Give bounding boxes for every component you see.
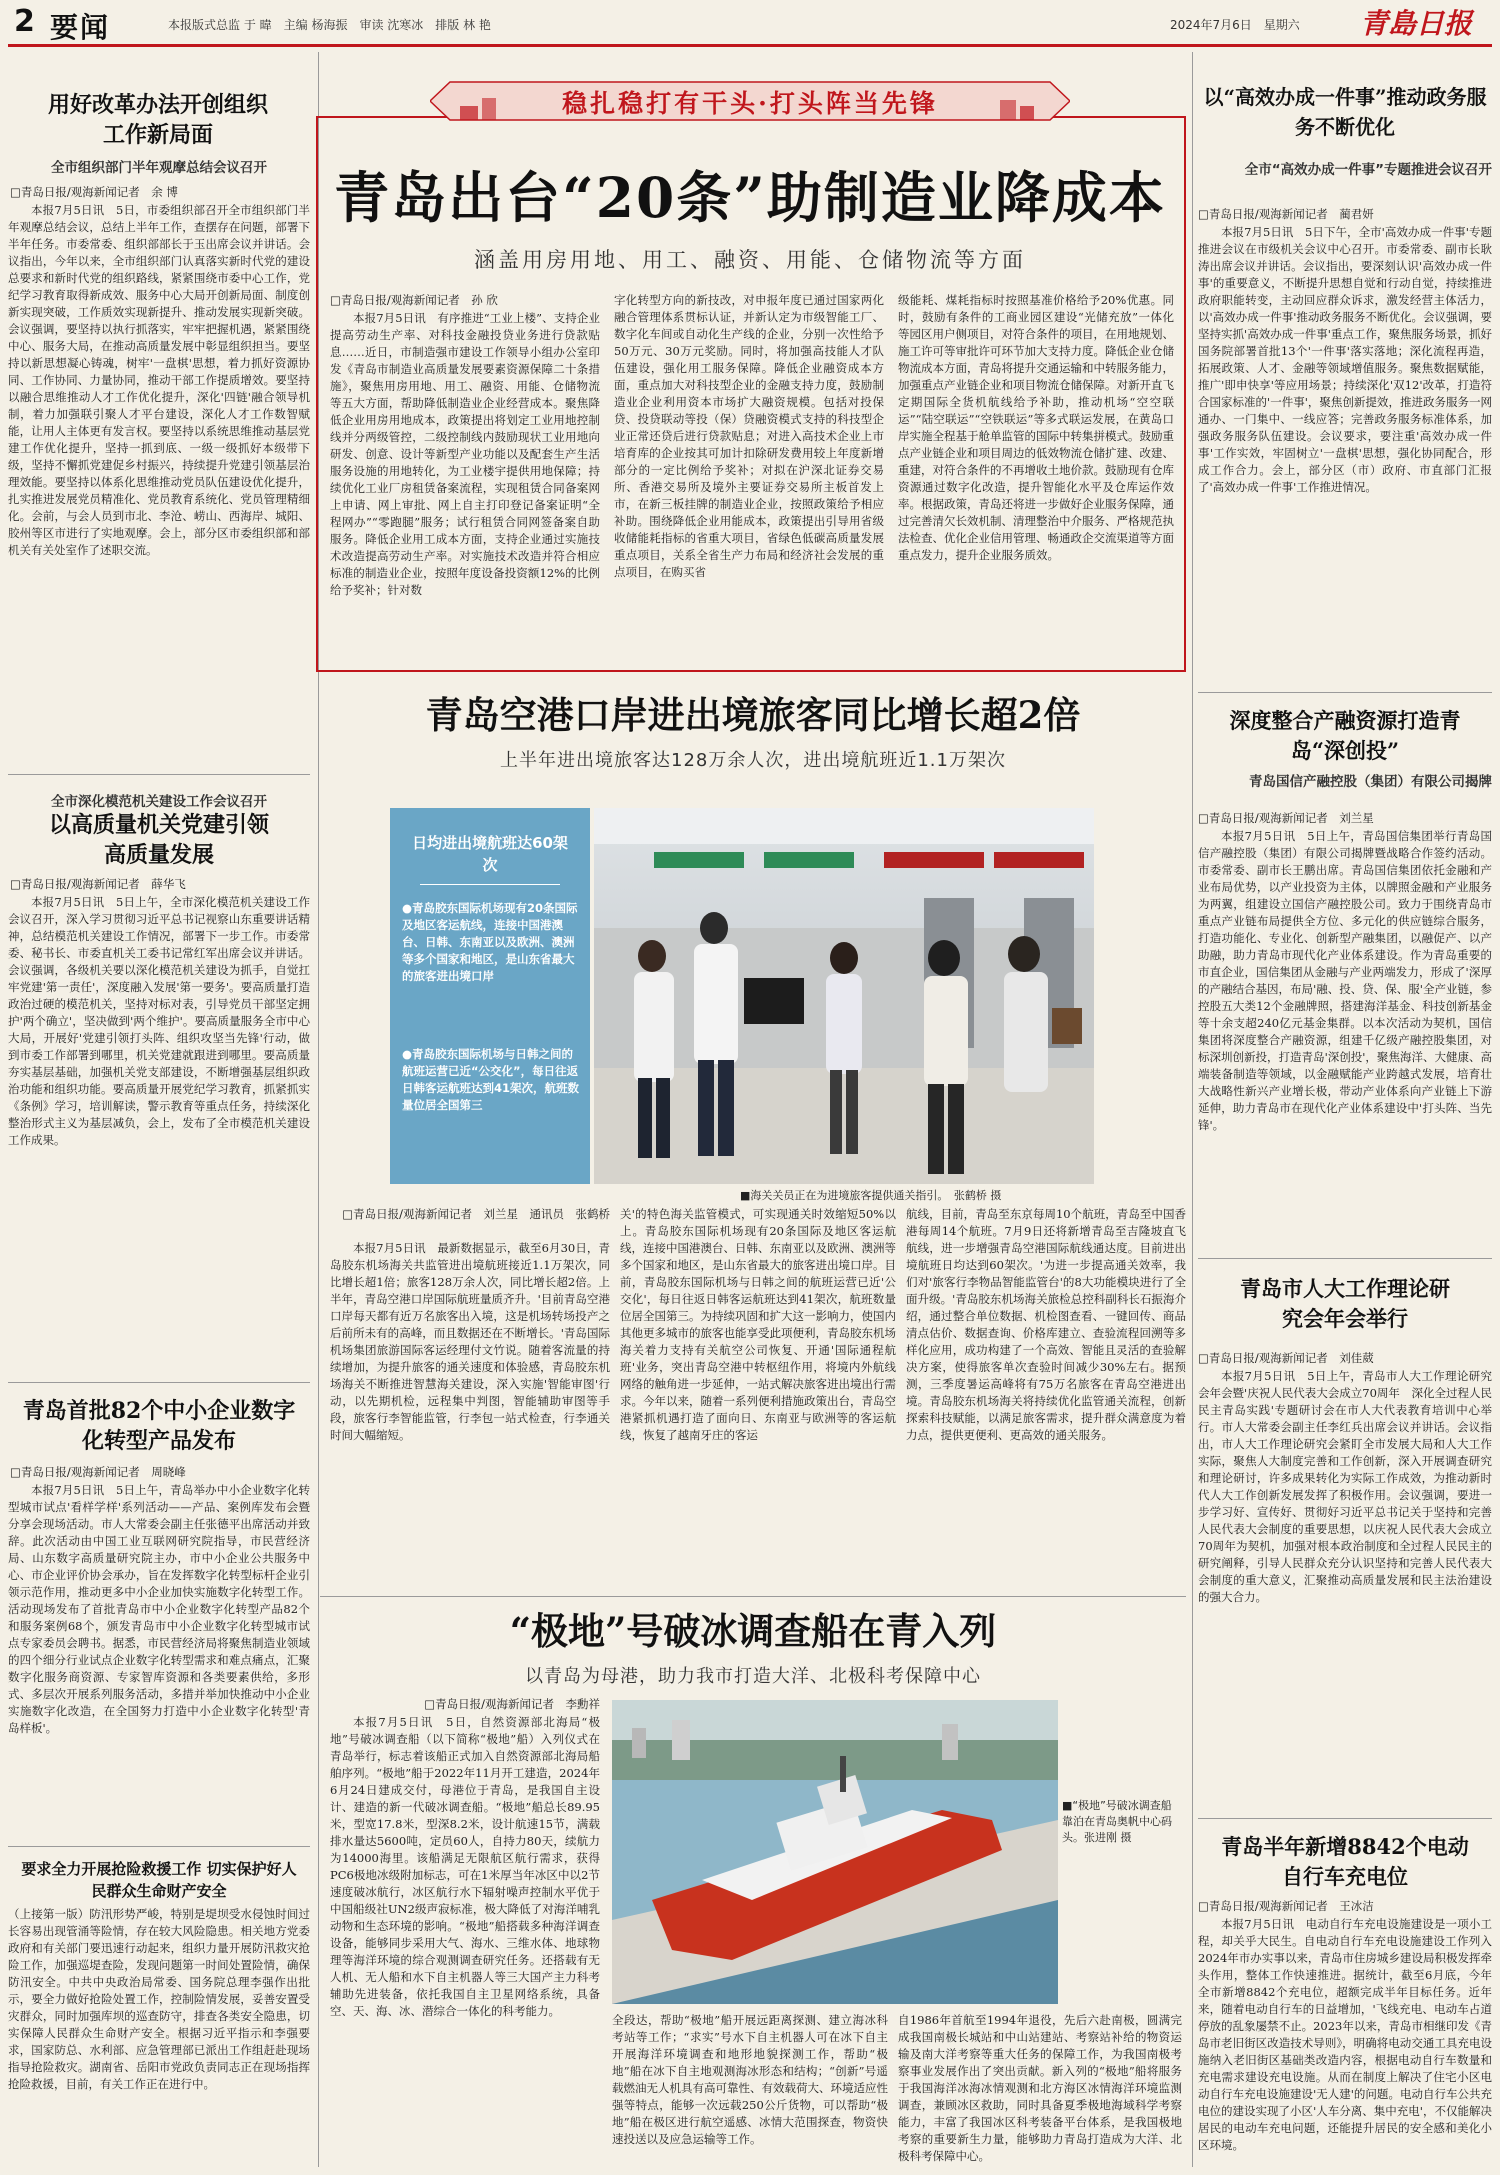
divider [1198, 1818, 1492, 1819]
left-story2-title: 以高质量机关党建引领高质量发展 [48, 812, 269, 868]
right-story2-byline: □青岛日报/观海新闻记者 刘兰星 [1198, 811, 1374, 825]
airport-photo [594, 808, 1094, 1184]
airport-sidebar [390, 808, 590, 1184]
divider [8, 1382, 310, 1383]
left-story3-byline: □青岛日报/观海新闻记者 周晓峰 [10, 1465, 186, 1479]
newspaper-logo: 青島日报 [1360, 7, 1473, 40]
airport-col1: 本报7月5日讯 最新数据显示，截至6月30日，青岛胶东机场海关共监管进出境航班接近1.1万架次，同比增长超1倍；旅客128万余人次，同比增长超2倍。上半年，青岛空港口岸国际航班量质齐升。'目前青岛空港口岸每天都有近万名旅客出入境，这是机场转场投产之后前所未有的高峰，而且数据还在不断增长。'青岛国际机场集团旅游国际客运经理付文竹说。随着客流量的持续增加，为提升旅客的通关速度和体验感，青岛胶东机场海关不断推进智慧海关建设，深入实施'智能审图'行动，以先期机检，远程集中判图，智能辅助审图等手段，旅客行李智能监管，行李包一站式检查，行李通关时间大幅缩短。 [330, 1241, 610, 1442]
ship-col1: 本报7月5日讯 5日，自然资源部北海局“极地”号破冰调查船（以下简称“极地”船）入列仪式在青岛举行，标志着该船正式加入自然资源部北海局船舶序列。“极地”船于2022年11月开工建造，2024年6月24日建成交付，母港位于青岛，是我国自主设计、建造的新一代破冰调查船。“极地”船总长89.95米，型宽17.8米，型深8.2米，设计航速15节，满载排水量达5600吨，定员60人，自持力80天，续航力为14000海里。该船满足无限航区航行需求，获得PC6极地冰级附加标志，可在1米厚当年冰区中以2节速度破冰航行，冰区航行水下辐射噪声控制水平优于中国船级社UN2级声寂标准，极大降低了对海洋哺乳动物和生态环境的影响。“极地”船搭载多种海洋调查设备，能够同步采用大气、海水、三维水体、地球物理等海洋环境的综合观测调查研究任务。还搭载有无人机、无人船和水下自主机器人等三大国产主力科考辅助先进装备，依托我国自主卫星网络系统，具备空、天、海、冰、潜综合一体化的科考能力。 [330, 1715, 600, 2018]
banner-text: 稳扎稳打有干头·打头阵当先锋 [562, 89, 938, 118]
right-story2-body: 本报7月5日讯 5日上午，青岛国信集团举行青岛国信产融控股（集团）有限公司揭牌暨战略合作签约活动。市委常委、副市长王鹏出席。青岛国信集团依托金融和产业布局优势，以产业投资为主体，以牌照金融和产业服务为两翼，组建设立国信产融控股公司。致力于围绕青岛市重点产业链布局提供全方位、多元化的供应链综合服务，打造功能化、专业化、创新型产融集团，以融促产、以产助融，助力青岛市现代化产业体系建设。作为青岛重要的市直企业，国信集团从金融与产业两端发力，形成了'深厚的产融结合基因，布局'融、投、贷、保、服'全产业链，参控股五大类12个金融牌照，搭建海洋基金、科技创新基金等十余支超240亿元基金集群。以本次活动为契机，国信集团将深度整合产融资源，组建千亿级产融控股集团，对标深圳创新投，打造青岛'深创投'，聚焦海洋、大健康、高端装备制造等领域，以金融赋能产业跨越式发展，培育壮大战略性新兴产业增长极，带动产业体系向产业链上下游延伸，助力青岛市在现代化产业体系建设中'打头阵、当先锋'。 [1198, 829, 1492, 1132]
lead-title: 青岛出台“20条”助制造业降成本 [334, 165, 1166, 230]
lead-byline: □青岛日报/观海新闻记者 孙 欣 [330, 293, 498, 307]
left-story2-byline: □青岛日报/观海新闻记者 薛华飞 [10, 877, 186, 891]
right-story3-byline: □青岛日报/观海新闻记者 刘佳葳 [1198, 1351, 1374, 1365]
divider [320, 1596, 1186, 1597]
ship-title: “极地”号破冰调查船在青入列 [509, 1609, 997, 1653]
left-story3-title: 青岛首批82个中小企业数字化转型产品发布 [22, 1398, 296, 1454]
sidebar-bullet-2: ●青岛胶东国际机场与日韩之间的航班运营已近“公交化”，每日往返日韩客运航班达到41架次，航班数量位居全国第三 [402, 1047, 580, 1112]
right-story4-byline: □青岛日报/观海新闻记者 王冰洁 [1198, 1899, 1374, 1913]
left-column [8, 52, 310, 2167]
right-story1-title: 以“高效办成一件事”推动政务服务不断优化 [1203, 85, 1487, 139]
sidebar-heading: 日均进出境航班达60架次 [412, 834, 568, 874]
right-story2-title: 深度整合产融资源打造青岛“深创投” [1229, 708, 1461, 763]
issue-date: 2024年7月6日 星期六 [1170, 18, 1300, 32]
airport-subtitle: 上半年进出境旅客达128万余人次，进出境航班近1.1万架次 [500, 750, 1006, 771]
customs-hall-illustration [594, 808, 1094, 1184]
right-story3-title: 青岛市人大工作理论研究会年会举行 [1240, 1276, 1450, 1331]
left-story4-title: 要求全力开展抢险救援工作 切实保护好人民群众生命财产安全 [21, 1860, 297, 1900]
right-story4-body: 本报7月5日讯 电动自行车充电设施建设是一项小工程，却关乎大民生。自电动自行车充电设施建设工作列入2024年市办实事以来，青岛市住房城乡建设局积极发挥牵头作用，整体工作快速推进。据统计，截至6月底，今年全市新增8842个充电位，超额完成半年目标任务。近年来，随着电动自行车的日益增加，'飞线充电、电动车占道停放的乱象屡禁不止。2023年以来，青岛市相继印发《青岛市老旧街区改造技术导则》，明确将电动交通工具充电设施纳入老旧街区基础类改造内容，根据电动自行车数量和充电需求建设充电设施。从而在制度上解决了住宅小区电动自行车充电设施建设'无人建'的问题。电动自行车公共充电位的建设实现了小区'人车分离、集中充电'，不仅能解决居民的电动车充电问题，还能提升居民的安全感和美化小区环境。 [1198, 1917, 1492, 2152]
airport-col3: 航线，目前，青岛至东京每周10个航班，青岛至中国香港每周14个航班。7月9日还将新增青岛至吉隆坡直飞航线，进一步增强青岛空港国际航线通达度。目前进出境航班日均达到60架次。'为进一步提高通关效率，我们对'旅客行李物品智能监管台'的8大功能模块进行了全面升级。'青岛胶东机场海关旅检总控科副科长石振海介绍，通过整合单位数据、机检图查看、一键回传、商品清点估价、数据查询、价格库建立、查验流程回溯等多样化应用，成功构建了一个高效、智能且灵活的查验解决方案，使得旅客单次查验时间减少30%左右。据预测，三季度暑运高峰将有75万名旅客在青岛空港进出境。青岛胶东机场海关将持续优化监管通关流程，创新探索科技赋能，以满足旅客需求，提升群众满意度为着力点，提供更便利、更高效的通关服务。 [906, 1207, 1186, 1442]
left-story1-body: 本报7月5日讯 5日，市委组织部召开全市组织部门半年观摩总结会议，总结上半年工作，查摆存在问题，部署下半年任务。市委常委、组织部部长于玉出席会议并讲话。会议指出，今年以来，全市组织部门认真落实新时代党的建设总要求和新时代党的组织路线，紧紧围绕市委中心工作，党纪学习教育取得新成效、服务中心大局开创新局面、制度创新实现突破，工作质效实现新提升、推动发展实现新突破。会议强调，要坚持以执行抓落实，牢牢把握机遇，紧紧围绕中心、服务大局，在推动高质量发展中彰显组织担当。要坚持以新思想凝心铸魂，树牢'一盘棋'思想，着力抓好资源协同、工作协同、力量协同，推动干部工作提质增效。要坚持以融合思维推动人才工作优化提升，深化'四链'融合领导机制，着力加强联引聚人才平台建设，深化人才工作数智赋能，让用人主体更有发言权。要坚持以系统思维推动基层党建工作优化提升，坚持一抓到底、一级一级抓好本级带下级，坚持不懈抓党建促乡村振兴，持续提升党建引领基层治理效能。要坚持以体系化思维推动党员队伍建设优化提升，扎实推进发展党员精准化、党员教育系统化、党员管理精细化。会前，与会人员到市北、李沧、崂山、西海岸、城阳、胶州等区市进行了实地观摩。会上，部分区市委组织部和部机关有关处室作了述职交流。 [8, 203, 310, 557]
ship-col2: 全段达，帮助“极地”船开展远距离探测、建立海冰科考站等工作；“求实”号水下自主机器人可在冰下自主开展海洋环境调查和地形地貌探测工作，帮助“极地”船在冰下自主地观测海冰形态和结构；“创新”号遥载燃油无人机具有高可靠性、有效载荷大、环境适应性强等特点，能够一次远载250公斤货物，可以帮助“极地”船在极区进行航空遥感、冰情大范围探查，物资快速投送以及应急运输等工作。 [612, 2013, 888, 2146]
sidebar-bullet-1: ●青岛胶东国际机场现有20条国际及地区客运航线，连接中国港澳台、日韩、东南亚以及欧洲、澳洲等多个国家和地区，是山东省最大的旅客进出境口岸 [402, 901, 578, 983]
masthead [0, 0, 1500, 44]
left-story2-body: 本报7月5日讯 5日上午，全市深化模范机关建设工作会议召开，深入学习贯彻习近平总书记视察山东重要讲话精神，总结模范机关建设工作情况，部署下一步工作。市委常委、秘书长、市委直机关工委书记常红军出席会议并讲话。会议强调，各级机关要以深化模范机关建设为抓手，自觉扛牢党建'第一责任'，深度融入发展'第一要务'。要高质量打造政治过硬的模范机关，坚持对标对表，引导党员干部坚定拥护'两个确立'，坚决做到'两个维护'。要高质量服务全市中心大局，开展好'党建引领打头阵、组织攻坚当先锋'行动，做到市委工作部署到哪里，机关党建就跟进到哪里。要高质量夯实基层基础，加强机关党支部建设，不断增强基层组织政治功能和组织功能。要高质量开展党纪学习教育，抓紧抓实《条例》学习，培训解读，警示教育等重点任务，持续深化整治形式主义为基层减负，会上，发布了全市模范机关建设工作成果。 [8, 895, 310, 1147]
left-story3-body: 本报7月5日讯 5日上午，青岛举办中小企业数字化转型城市试点'看样学样'系列活动——产品、案例库发布会暨分享会现场活动。市人大常委会副主任张德平出席活动并致辞。此次活动由中国工业互联网研究院指导，市民营经济局、山东数字高质量研究院主办，市中小企业公共服务中心、市企业评价协会承办，旨在发挥数字化转型标杆企业引领示范作用，推动更多中小企业加快实施数字化转型工作。活动现场发布了首批青岛市中小企业数字化转型产品82个和服务案例68个，颁发青岛市中小企业数字化转型城市试点专家委员会聘书。据悉，市民营经济局将聚焦制造业领域的四个细分行业试点企业数字化转型需求和难点痛点，汇聚数字化服务商资源、专家智库资源和各类要素供给，多形式、多层次开展系列服务活动，多措并举加快推动中小企业实施数字化改造，在全国努力打造中小企业数字化转型'青岛样板'。 [8, 1483, 310, 1735]
left-story2-subtitle: 全市深化模范机关建设工作会议召开 [51, 794, 267, 810]
ship-subtitle: 以青岛为母港，助力我市打造大洋、北极科考保障中心 [525, 1666, 981, 1687]
ship-photo-caption: ■“极地”号破冰调查船靠泊在青岛奥帆中心码头。张进刚 摄 [1062, 1799, 1172, 1844]
divider [1198, 692, 1492, 693]
editorial-staff: 本报版式总监 于 暐 主编 杨海振 审读 沈寒冰 排版 林 艳 [168, 18, 491, 32]
divider [1198, 1258, 1492, 1259]
lead-subtitle: 涵盖用房用地、用工、融资、用能、仓储物流等方面 [474, 248, 1026, 272]
icebreaker-illustration [612, 1700, 1058, 2004]
right-story4-title: 青岛半年新增8842个电动自行车充电位 [1221, 1834, 1469, 1889]
airport-photo-caption: ■海关关员正在为进境旅客提供通关指引。 张鹤桥 摄 [740, 1189, 1002, 1202]
left-story1-byline: □青岛日报/观海新闻记者 余 博 [10, 185, 178, 199]
divider [8, 774, 310, 775]
ship-col3: 自1986年首航至1994年退役，先后六赴南极，圆满完成我国南极长城站和中山站建站、考察站补给的物资运输及南大洋考察等重大任务的保障工作，为我国南极考察事业发展作出了突出贡献。新入列的“极地”船将服务于我国海洋冰海冰情观测和北方海区冰情海洋环境监测调查，兼顾冰区救助，同时具备夏季极地海域科学考察能力，丰富了我国冰区科考装备平台体系，是我国极地考察的重要新生力量，能够助力青岛打造成为大洋、北极科考保障中心。 [898, 2013, 1182, 2163]
airport-byline: □青岛日报/观海新闻记者 刘兰星 通讯员 张鹤桥 [342, 1207, 610, 1221]
right-story2-subtitle: 青岛国信产融控股（集团）有限公司揭牌 [1249, 774, 1492, 790]
column-rule [1192, 52, 1193, 2167]
airport-title: 青岛空港口岸进出境旅客同比增长超2倍 [425, 693, 1081, 737]
sidebar-divider [420, 884, 560, 885]
left-story1-subtitle: 全市组织部门半年观摩总结会议召开 [51, 160, 267, 176]
lead-col1: 本报7月5日讯 有序推进“工业上楼”、支持企业提高劳动生产率、对科技金融投贷业务进行贷款贴息……近日，市制造强市建设工作领导小组办公室印发《青岛市制造业高质量发展要素资源保障二十条措施》，聚焦用房用地、用工、融资、用能、仓储物流等五大方面，帮助降低制造业企业经营成本。聚焦降低企业用房用地成本，政策提出将划定工业用地控制线并分两级管控，二级控制线内鼓励现状工业用地向研发、创意、设计等新型产业功能以及配套生产生活服务设施的用地转化，为工业楼宇提供用地保障；持续优化工业厂房租赁备案流程，实现租赁合同备案网上申请、网上审批、网上自主打印登记备案证明“全程网办”“零跑腿”服务；试行租赁合同网签备案自助服务。降低企业用工成本方面，支持企业通过实施技术改造提高劳动生产率。对实施技术改造并符合相应标准的制造业企业，按照年度设备投资额12%的比例给予奖补；针对数 [330, 311, 600, 597]
banner [430, 76, 1070, 126]
airport-col2: 关'的特色海关监管模式，可实现通关时效缩短50%以上。青岛胶东国际机场现有20条国际及地区客运航线，连接中国港澳台、日韩、东南亚以及欧洲、澳洲等多个国家和地区，是山东省最大的旅客进出境口岸。目前，青岛胶东国际机场与日韩之间的航班运营已近'公交化'，每日往返日韩客运航班达到41架次，航班数量位居全国第三。为持续巩固和扩大这一影响力，使国内其他更多城市的旅客也能享受此项便利，青岛胶东机场海关着力支持有关航空公司恢复、开通'国际通程航班'业务，突出青岛空港中转枢纽作用，将境内外航线网络的触角进一步延伸，一站式解决旅客进出境出行需求。今年以来，随着一系列便利措施政策出台，青岛空港紧抓机遇打造了面向日、东南亚与欧洲等的客运航线，恢复了越南牙庄的客运 [620, 1207, 896, 1442]
ship-photo [612, 1700, 1058, 2004]
left-story4-body: （上接第一版）防汛形势严峻，特别是堤坝受水侵蚀时间过长容易出现管涌等险情，存在较大风险隐患。相关地方党委政府和有关部门要迅速行动起来，组织力量开展防汛救灾抢险工作，加强巡堤查险，发现问题第一时间处置险情，确保防汛安全。中共中央政治局常委、国务院总理李强作出批示，要全力做好抢险处置工作，控制险情发展，妥善安置受灾群众，同时加强库坝的巡查防守，排查各类安全隐患，切实保障人民群众生命财产安全。根据习近平指示和李强要求，国家防总、水利部、应急管理部已派出工作组赶赴现场指导抢险救灾。湖南省、岳阳市党政负责同志正在现场指挥抢险救援，目前，有关工作正在进行中。 [8, 1907, 310, 2091]
lead-col3: 级能耗、煤耗指标时按照基准价格给予20%优惠。同时，鼓励有条件的工商业园区建设“光储充放”一体化等园区用户侧项目，对符合条件的项目，在用地规划、施工许可等审批许可环节加大支持力度。降低企业仓储物流成本方面，青岛将提升交通运输和中转服务能力，加强重点产业链企业和项目物流仓储保障。对新开直飞定期国际全货机航线给予补助，推动机场“空空联运”“陆空联运”“空铁联运”等多式联运发展，在黄岛口岸实施全程基于舱单监管的国际中转集拼模式。鼓励重点产业链企业和项目周边的低效物流仓储扩建、改建、重建，对符合条件的不再增收土地价款。鼓励现有仓库资源通过数字化改造，提升智能化水平及仓库运作效率。根据政策，青岛还将进一步做好企业服务保障，通过完善清欠长效机制、清理整治中介服务、严格规范执法检查、优化企业信用管理、畅通政企交流渠道等方面重点发力，提升企业服务质效。 [898, 293, 1174, 562]
right-column [1198, 52, 1492, 2167]
lead-col2: 字化转型方向的新技改，对申报年度已通过国家两化融合管理体系贯标认证，并新认定为市级智能工厂、数字化车间或自动化生产线的企业，分别一次性给予50万元、30万元奖励。同时，将加强高技能人才队伍建设，强化用工服务保障。降低企业融资成本方面，重点加大对科技型企业的金融支持力度，鼓励制造业企业利用资本市场扩大融资规模。包括对投保贷、投贷联动等投（保）贷融资模式支持的科技型企业正常还贷后进行贷款贴息；对进入高技术企业上市培育库的企业按其可加计扣除研发费用较上年度新增部分的一定比例给予奖补；对拟在沪深北证券交易所、香港交易所及境外主要证券交易所主板首发上市，在新三板挂牌的制造业企业，按照政策给予相应补助。围绕降低企业用能成本，政策提出引导用省级收储能耗指标的省重大项目，省绿色低碳高质量发展重点项目，关系全省生产力布局和经济社会发展的重点项目，在购买省 [614, 293, 884, 579]
page-number: 2 [14, 4, 35, 39]
ship-byline: □青岛日报/观海新闻记者 李勳祥 [424, 1697, 600, 1711]
right-story3-body: 本报7月5日讯 5日上午，青岛市人大工作理论研究会年会暨'庆祝人民代表大会成立70周年 深化全过程人民民主青岛实践'专题研讨会在市人大代表教育培训中心举行。市人大常委会副主任李红兵出席会议并讲话。会议指出，市人大工作理论研究会紧盯全市发展大局和人大工作实际，聚焦人大制度完善和工作创新，深入开展调查研究和理论研讨，许多成果转化为实际工作成效，为推动新时代人大工作创新发展发挥了积极作用。会议强调，要进一步学习好、宣传好、贯彻好习近平总书记关于坚持和完善人民代表大会制度的重要思想，以庆祝人民代表大会成立70周年为契机，加强对根本政治制度和全过程人民民主的研究阐释，引导人民群众充分认识坚持和完善人民代表大会制度的重大意义，汇聚推动高质量发展和民主法治建设的强大合力。 [1198, 1369, 1492, 1604]
masthead-rule [8, 44, 1492, 47]
right-story1-subtitle: 全市“高效办成一件事”专题推进会议召开 [1244, 162, 1492, 178]
right-story1-body: 本报7月5日讯 5日下午，全市'高效办成一件事'专题推进会议在市级机关会议中心召开。市委常委、副市长耿涛出席会议并讲话。会议指出，要深刻认识'高效办成一件事'的重要意义，不断提升思想自觉和行动自觉，持续推进政府职能转变，主动回应群众诉求，激发经营主体活力，以'高效办成一件事'推动政务服务不断优化。会议强调，要坚持实抓'高效办成一件事'重点工作，聚焦服务场景，抓好国务院部署首批13个'一件事'落实落地；深化流程再造，拓展政策、人才、金融等领域增值服务。聚焦数据赋能，推广'即申快享'等应用场景；持续深化'双12'改革，打造符合国家标准的'一件事'，聚焦创新提效，推进政务服务一网通办、一门集中、一线应答；完善政务服务标准体系，加强政务服务队伍建设。会议要求，要注重'高效办成一件事'工作实效，牢固树立'一盘棋'思想，强化协同配合，形成工作合力。会上，部分区（市）政府、市直部门汇报了'高效办成一件事'工作推进情况。 [1198, 225, 1492, 494]
left-story1-title: 用好改革办法开创组织工作新局面 [47, 92, 268, 148]
divider [8, 1846, 310, 1847]
section-name: 要闻 [50, 11, 111, 44]
right-story1-byline: □青岛日报/观海新闻记者 蔺君妍 [1198, 207, 1374, 221]
